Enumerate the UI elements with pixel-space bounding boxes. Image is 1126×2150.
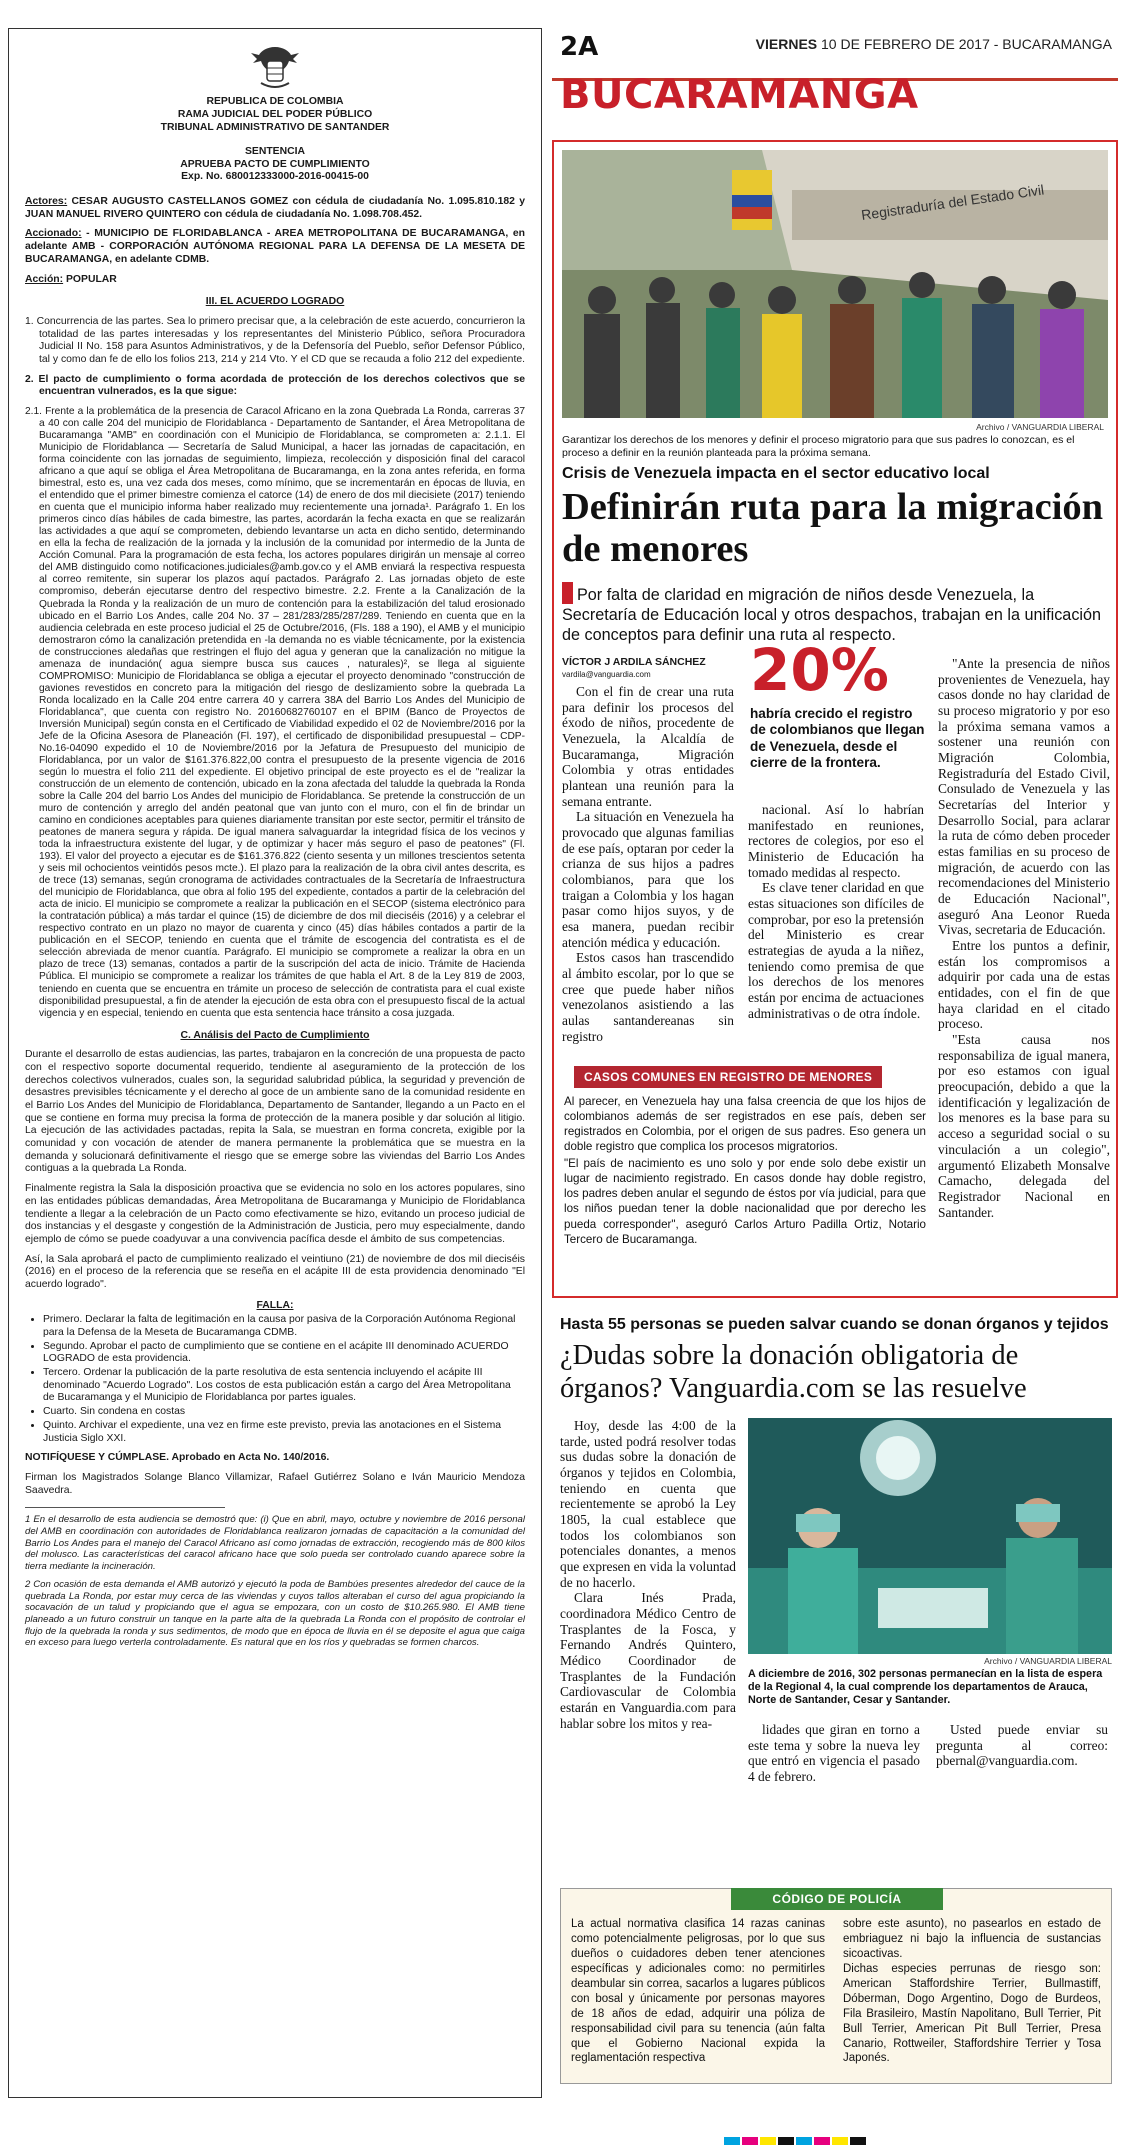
dateline-date: 10 DE FEBRERO DE 2017 - BUCARAMANGA (821, 36, 1112, 52)
footnote-2: 2 Con ocasión de esta demanda el AMB autorizó y ejecutó la poda de Bambúes presentes alrededor del cauce de la quebrada La Ronda, por estar muy cerca de las viviendas y cuyos tallos alteraban el curso del agua propiciando la socavación de un talud y propiciando que el agua se empozara, con un costo de $10.265.980. El AMB tiene planeado a un futuro construir un tanque en la parte alta de la quebrada La Ronda con el propósito de controlar el flujo de la quebrada la ronda y sus sedimentos, de modo que en época de lluvia en él se deposite el agua que caiga en exceso para luego verterla controladamente. Es natural que en los ríos y quebradas se formen charcos. (25, 1578, 525, 1649)
analisis-paragraph-2: Finalmente registra la Sala la disposición proactiva que se evidencia no solo en los actores populares, sino en las entidades públicas demandadas, Área Metropolitana de Bucaramanga y Municipio de Floridablanca tendiente a llegar a la celebración de un Pacto como efectivamente se hizo, evitando un proceso judicial de dos instancias y el desgaste y congestión de la Administración de Justicia, pero muy especialmente, dando ejemplo de cómo se puede coadyuvar a una convivencia pacífica desde el ámbito de sus competencias. (25, 1183, 525, 1245)
photo1-credit: Archivo / VANGUARDIA LIBERAL (976, 422, 1104, 432)
section-analisis-heading: C. Análisis del Pacto de Cumplimiento (180, 1029, 370, 1041)
section-acuerdo-heading: III. EL ACUERDO LOGRADO (205, 296, 345, 308)
byline: VÍCTOR J ARDILA SÁNCHEZ (562, 656, 706, 668)
col2-paragraph: nacional. Así lo habrían manifestado en reuniones, rectores de colegios, por eso el Ministerio de Educación ha tomado medidas al respecto. (748, 802, 924, 880)
magenta-swatch (814, 2137, 830, 2145)
header-line-tribunal: TRIBUNAL ADMINISTRATIVO DE SANTANDER (160, 122, 390, 133)
paragraph-2: 2. El pacto de cumplimiento o forma acordada de protección de los derechos colectivos que se encuentran vulnerados, es la que sigue: (25, 373, 525, 398)
col1-paragraph: Estos casos han trascendido al ámbito escolar, por lo que se cree que puede haber niños venezolanos asistiendo a las aulas santandereanas sin registro (562, 950, 734, 1044)
organ-column-2 (748, 1722, 920, 1785)
analisis-paragraph-1: Durante el desarrollo de estas audiencias, las partes, trabajaron en la concreción de una propuesta de pacto con el respectivo soporte documental requerido, tendiente al aseguramiento de la protección de los derechos colectivos vulnerados, cuales son, la seguridad salubridad pública, la seguridad y prevención de desastres previsibles técnicamente y el derecho al goce de un ambiente sano de la comunidad residente en el Barrio Los Andes del Municipio de Floridablanca, Departamento de Santander, llegando a un Pacto en el que se contiene en forma muy precisa la forma de protección de la manera posible y dar solución al litigio. La ejecución de las actividades pactadas, repita la Sala, se muestran en forma concreta, exigible por la comunidad y con vocación de atender de manera permanente la problemática que se muestra en la demanda y solucionará definitivamente el riesgo que se emerge sobre las viviendas del Barrio Los Andes contiguas a la quebrada La Ronda. (25, 1049, 525, 1175)
actores-label: Actores: (25, 196, 68, 208)
organ-paragraph: Hoy, desde las 4:00 de la tarde, usted podrá resolver todas sus dudas sobre la donación de órganos y tejidos en Colombia, teniendo en cuenta que recientemente se aprobó la Ley 1805, la cual establece que todos los colombianos son potenciales donantes, a menos que expresen en vida la voluntad de no hacerlo. (560, 1418, 736, 1590)
firman-line: Firman los Magistrados Solange Blanco Villamizar, Rafael Gutiérrez Solano e Iván Mauricio Mendoza Saavedra. (25, 1471, 525, 1496)
print-color-bar (724, 2132, 868, 2140)
cyan-swatch (796, 2137, 812, 2145)
accion-text: POPULAR (66, 273, 117, 285)
dateline-day: VIERNES (755, 36, 818, 52)
footnote-1: 1 En el desarrollo de esta audiencia se demostró que: (i) Que en abril, mayo, octubre y noviembre de 2016 personal del AMB en coordinación con autoridades de Floridablanca realizaron jornadas de capacitación a la comunidad del Barrio Los Andes para el manejo del Caracol Africano así como jornadas de extracción, recogiendo más de 800 kilos del molusco. Las características del caracol africano hace que solo pueda ser controlado cuando aparece sobre la tierra mediante la incineración. (25, 1514, 525, 1573)
footnote-divider (25, 1507, 225, 1508)
codigo-policia-box (560, 1888, 1112, 2084)
col3-paragraph: "Esta causa nos responsabiliza de igual manera, por eso estamos con igual preocupación, debido a que la identificación y legalización de los menores es la base para su acceso a seguridad social o su vinculación a un colegio", argumentó Elizabeth Monsalve Camacho, delegada del Registrador Nacional en Santander. (938, 1032, 1110, 1220)
pull-quote-number: 20% (750, 636, 889, 704)
falla-item: • Primero. Declarar la falta de legitimación en la causa por pasiva de la Corporación Autónoma Regional para la Defensa de la Meseta de Bucaramanga CDMB. (43, 1314, 525, 1339)
actores-text: CESAR AUGUSTO CASTELLANOS GOMEZ con cédula de ciudadanía No. 1.095.810.182 y JUAN MANUEL RIVERO QUINTERO con cédula de ciudadanía No. 1.098.708.452. (25, 196, 526, 220)
section-name: BUCARAMANGA (560, 72, 919, 118)
dateline (756, 36, 1112, 52)
accionado-label: Accionado: (25, 228, 82, 240)
photo2-caption: A diciembre de 2016, 302 personas permanecían en la lista de espera de la Regional 4, la cual comprende los departamentos de Arauca, Norte de Santander, Cesar y Santander. (748, 1668, 1103, 1706)
yellow-swatch (832, 2137, 848, 2145)
header-line-rama: RAMA JUDICIAL DEL PODER PÚBLICO (177, 109, 373, 120)
migration-photo (562, 150, 1108, 418)
actores-block (25, 196, 525, 221)
organ-paragraph: Usted puede enviar su pregunta al correo: pbernal@vanguardia.com. (936, 1722, 1108, 1769)
analisis-paragraph-3: Así, la Sala aprobará el pacto de cumplimiento realizado el veintiuno (21) de noviembre de dos mil dieciséis (2016) en el proceso de la referencia que se reseña en el acápite III de esta providencia denominado "El acuerdo logrado". (25, 1253, 525, 1290)
paragraph-2-1: 2.1. Frente a la problemática de la presencia de Caracol Africano en la zona Quebrada La Ronda, carreras 37 a 40 con calle 204 del municipio de Floridablanca - Departamento de Santander, el Área Metropolitana de Bucaramanga "AMB" en coordinación con el Municipio de Floridablanca, se comprometen a: 2.1.1. El Municipio de Floridablanca — Secretaría de Salud Municipal, a hacer las jornadas de capacitación, en forma coincidente con las jornadas de seguimiento, limpieza, recolección y disposición final del caracol africano a que aquí se obliga el Área Metropolitana de Bucaramanga, en la zona antes referida, en forma bimestral, esto es, una vez cada dos meses, como mínimo, que se incrementarán en épocas de lluvia, en el entendido que el primer bimestre comienza el catorce (14) de enero de dos mil diecisiete (2017) teniendo en cuenta que el municipio informa haber realizado muy recientemente una jornada¹. Parágrafo 1. En los primeros cinco días hábiles de cada bimestre, las partes, acordarán la fecha exacta en que se realizarán las actividades a que aquí se comprometen, debiendo levantarse un acta en dicho sentido, determinando en ella la fecha de realización de la jornada y la inclusión de la comunidad por intermedio de la Junta de Acción Comunal. Para la programación de esta fecha, los actores populares dirigirán un mensaje al correo del AMB distinguido como notificaciones.judiciales@amb.gov.co y el AMB enviará la respectiva respuesta al correo remitente, sin superar los plazos aquí pactados. Parágrafo 2. Las jornadas objeto de este compromiso, deberán ejecutarse dentro del respectivo bimestre. 2.2. Frente a la Canalización de la Quebrada la Ronda y la realización de un muro de contención para la estabilización del talud erosionado ubicado en el Barrio Los Andes, calle 204 No. 37 – 281/283/285/287/289. Teniendo en cuenta que en la audiencia celebrada en este proceso judicial el 25 de Octubre/2016, (Fls. 188 a 190), el AMB y el municipio demostraron cómo la canalización pretendida en -la demanda no es viable técnicamente, por la existencia de construcciones aledañas que restringen el flujo del agua y generan que la canalización no mitigue la amenaza de inundación( agua siempre busca sus cauces , naturales)², se llega al siguiente COMPROMISO: Municipio de Floridablanca se obliga a ejecutar el proyecto denominado "construcción de gaviones revestidos en concreto para la mitigación del riesgo de deslizamiento sobre la quebrada La Ronda localizado en la Calle 204 entre carrera 40 y carrera 38A del Barrio Los Andes del Municipio de Floridablanca", que cuenta con registro No. 20160682760107 en el BPIM (Banco de Proyectos de Inversión Municipal) según consta en el Certificado de Viabilidad expedido el 02 de Noviembre/2016 por la Jefe de la Oficina Asesora de Planeación (Fl. 197), el certificado de disponibilidad presupuestal – CDP- No.16-04090 expedido el 10 de Noviembre/2016 por la Jefatura de Presupuesto del municipio de Floridablanca, por un valor de $161.376.822,00 contra el presupuesto de la presente vigencia de 2016 según lo muestra el folio 211 del expediente. El objetivo principal de este proyecto es el de "realizar la construcción de un elemento de contención, ubicado en la zona afectada del taludde la quebrada la Ronda sobre la Calle 204 del barrio Los Andes del municipio de Floridablanca. Se pretende la construcción de un muro de contención y arreglo del andén peatonal que van junto con el muro, con el fin de brindar un camino en condiciones aceptables para quienes diariamente transitan por este sector, permitir el tránsito de peatones de manera segura y rápida. De igual manera salvaguardar la integridad física de los vecinos y toda la infraestructura existente del lugar, y de optimizar y hacer más seguro el paso de peatones" (Fl. 193). El valor del proyecto a ejecutar es de $161.376.822 (ciento sesenta y un millones trescientos setenta y seis mil ochocientos veintidós pesos mcte.). El plazo para la realización de la obra civil antes descrita, es de trece (13) semanas, según cronograma de actividades contractuales de la Secretaría de Infraestructura del municipio de Floridablanca, que obra al folio 195 del expediente, contados a partir de la celebración del acta de inicio. El municipio se compromete a realizar la publicación en el SECOP (sistema electrónico para la contratación pública) a más tardar el quince (15) de diciembre de dos mil dieciséis (2016) y a celebrar el respectivo contrato en un plazo no mayor de cuarenta y cinco (45) días hábiles contados a partir de la publicación en el SECOP, teniendo en cuenta que el trámite de escogencia del contratista es el de selección abreviada de menor cuantía. Parágrafo. El municipio se compromete a realizar la obra en un plazo de trece (13) semanas, contados a partir de la suscripción del acta de inicio. Trámite de Hacienda Pública. El municipio se compromete a realizar los trámites de que habla el Art. 8 de la Ley 819 de 2003, teniendo en cuenta que se encuentra en trámite un proceso de selección de contratista para el cual existe disponibilidad presupuestal, a fin de atender la ejecución de esta obra con el presupuesto fiscal de la actual vigencia y en especial, teniendo en cuenta que esta sentencia hace tránsito a cosa juzgada. (25, 406, 525, 1019)
falla-item: • Segundo. Aprobar el pacto de cumplimiento que se contiene en el acápite III denominado ACUERDO LOGRADO de esta providencia. (43, 1341, 525, 1366)
organ-kicker: Hasta 55 personas se pueden salvar cuando se donan órganos y tejidos (560, 1316, 1109, 1333)
accionado-text: - MUNICIPIO DE FLORIDABLANCA - AREA METROPOLITANA DE BUCARAMANGA, en adelante AMB - CORPORACIÓN AUTÓNOMA REGIONAL PARA LA DEFENSA DE LA MESETA DE BUCARAMANGA, en adelante CDMB. (25, 228, 526, 265)
col3-paragraph: "Ante la presencia de niños provenientes de Venezuela, hay casos donde no hay claridad de su proceso migratorio y por eso la próxima semana vamos a sostener una reunión con Migración Colombia, Registraduría del Estado Civil, Consulado de Venezuela y las Secretarías del Interior y Desarrollo Social, para aclarar la ruta de cómo deben proceder estas familias en su proceso de migración, de acuerdo con las recomendaciones del Ministerio de Educación Nacional", aseguró Ana Leonor Rueda Vivas, secretaria de Educación. (938, 656, 1110, 938)
magenta-swatch (742, 2137, 758, 2145)
expediente-number: Exp. No. 680012333000-2016-00415-00 (181, 171, 369, 183)
newspaper-page (552, 28, 1118, 2098)
yellow-swatch (760, 2137, 776, 2145)
paragraph-1: 1. Concurrencia de las partes. Sea lo primero precisar que, a la celebración de este acuerdo, concurrieron la totalidad de las partes interesadas y los representantes del Ministerio Público, señora Procuradora Judicial II No. 158 para Asuntos Administrativos, y de la Defensoría del Pueblo, señor Defensor Público, tal y como dan fe de ello los folios 213, 214 y 214 Vto. Y el CD que se recauda a folio 212 del expediente. (25, 315, 525, 365)
photo1-caption: Garantizar los derechos de los menores y definir el proceso migratorio para que sus padres lo conozcan, es el proceso a definir en la reunión planteada para la próxima semana. (562, 434, 1075, 459)
organ-column-1 (560, 1418, 736, 1731)
article-column-1 (562, 684, 734, 1044)
aprueba-title: APRUEBA PACTO DE CUMPLIMIENTO (180, 158, 370, 170)
photo2-credit: Archivo / VANGUARDIA LIBERAL (984, 1656, 1112, 1666)
accionado-block (25, 228, 525, 266)
notice-header (25, 95, 525, 134)
black-swatch (850, 2137, 866, 2145)
organ-paragraph: Clara Inés Prada, coordinadora Médico Centro de Trasplantes de la Fosca, y Fernando Andrés Quintero, Médico Coordinador de Trasplantes de la Fundación Cardiovascular de Colombia estarán en Vanguardia.com para hablar sobre los mitos y rea- (560, 1590, 736, 1731)
col1-paragraph: La situación en Venezuela ha provocado que algunas familias de ese país, optaran por ceder la crianza de sus hijos a padres colombianos, para que los traigan a Colombia y los hagan pasar como hijos suyos, y de esa manera, puedan recibir atención médica y educación. (562, 809, 734, 950)
header-line-republic: REPUBLICA DE COLOMBIA (206, 96, 344, 107)
deck-marker (562, 582, 573, 604)
accion-label: Acción: (25, 273, 64, 285)
cyan-swatch (724, 2137, 740, 2145)
colombia-crest-icon (247, 43, 303, 93)
page-number: 2A (560, 32, 599, 62)
pull-quote-text: habría crecido el registro de colombianos que llegan de Venezuela, desde el cierre de la frontera. (750, 706, 925, 770)
surgery-photo (748, 1418, 1112, 1654)
sidebar-paragraph: Al parecer, en Venezuela hay una falsa creencia de que los hijos de colombianos además de ser registrados en ese país, deben ser registrados en Colombia, por el origen de sus padres. Eso genera un doble registro que complica los procesos migratorios. (564, 1095, 926, 1154)
falla-item: • Quinto. Archivar el expediente, una vez en firme este previsto, previa las anotaciones en el Sistema Justicia Siglo XXI. (43, 1420, 525, 1445)
byline-email: vardila@vanguardia.com (562, 670, 651, 679)
sentencia-title: SENTENCIA (244, 146, 306, 157)
svg-text:Registraduría del Estado Civil: Registraduría del Estado Civil (860, 181, 1046, 223)
sidebar-paragraph: "El país de nacimiento es uno solo y por ende solo debe existir un lugar de nacimiento registrado. En casos donde hay doble registro, los padres deben anular el segundo de éstos por vía judicial, para que los niños puedan tener la doble nacionalidad que por derecho les pueda corresponder", aseguró Carlos Arturo Padilla Ortiz, Notario Tercero de Bucaramanga. (564, 1157, 926, 1246)
article-column-3 (938, 656, 1110, 1220)
codigo-column-1: La actual normativa clasifica 14 razas caninas como potencialmente peligrosas, por lo que sus dueños o cuidadores deben tener atenciones específicas y adicionales como: no permitirles deambular sin correa, sacarlos a lugares públicos con bosal y únicamente por personas mayores de 18 años de edad, adquirir una póliza de responsabilidad civil para su tenencia (aún falta que el Gobierno Nacional expida la reglamentación respectiva (571, 1918, 825, 2065)
falla-heading: FALLA: (256, 1299, 294, 1311)
deck-text: Por falta de claridad en migración de niños desde Venezuela, la Secretaría de Educación local y otros despachos, trabajan en la unificación de conceptos para definir una ruta al respecto. (562, 586, 1102, 644)
codigo-title: CÓDIGO DE POLICÍA (731, 1888, 943, 1910)
legal-notice (8, 28, 542, 2098)
black-swatch (778, 2137, 794, 2145)
article-kicker: Crisis de Venezuela impacta en el sector educativo local (562, 465, 990, 482)
falla-list (43, 1314, 525, 1445)
col1-paragraph: Con el fin de crear una ruta para definir los procesos del éxodo de niños, procedente de Venezuela, la Alcaldía de Bucaramanga, Migración Colombia y otras entidades plantean una reunión para la semana entrante. (562, 684, 734, 809)
sidebar-body (564, 1094, 926, 1249)
accion-block (25, 274, 525, 287)
falla-item: • Cuarto. Sin condena en costas (43, 1406, 525, 1419)
col3-paragraph: Entre los puntos a definir, están los compromisos a adquirir por cada una de estas entidades, con el fin de que haya claridad en el citado proceso. (938, 938, 1110, 1032)
col2-paragraph: Es clave tener claridad en que estas situaciones son difíciles de comprobar, por eso la pretensión del Ministerio es crear estrategias de ayuda a la niñez, teniendo como premisa de que los derechos de los menores están por encima de actuaciones administrativas o de otra índole. (748, 880, 924, 1021)
organ-headline: ¿Dudas sobre la donación obligatoria de órganos? Vanguardia.com se las resuelve (560, 1340, 1027, 1404)
highlighted-article-box (552, 140, 1118, 1298)
codigo-column-2: sobre este asunto), no pasearlos en estado de embriaguez ni bajo la influencia de sustancias sicoactivas. Dichas especies perrunas de riesgo son: American Staffordshire Terrier, Bullmastiff, Dóberman, Dogo Argentino, Dogo de Burdeos, Fila Brasileiro, Mastín Napolitano, Bull Terrier, Pit Bull Terrier, American Pit Bull Terrier, Presa Canario, Rottweiler, Staffordshire Terrier y Tosa Japonés. (843, 1918, 1101, 2065)
organ-column-3 (936, 1722, 1108, 1769)
sidebar-title: CASOS COMUNES EN REGISTRO DE MENORES (574, 1066, 882, 1088)
article-headline: Definirán ruta para la migración de menores (562, 486, 1104, 571)
article-column-2 (748, 802, 924, 1021)
falla-item: • Tercero. Ordenar la publicación de la parte resolutiva de esta sentencia incluyendo el acápite III denominado "Acuerdo Logrado". Los costos de esta publicación están a cargo del Área Metropolitana de Bucaramanga y el Municipio de Floridablanca por partes iguales. (43, 1367, 525, 1405)
notifiquese-line: NOTIFÍQUESE Y CÚMPLASE. Aprobado en Acta No. 140/2016. (25, 1452, 330, 1464)
organ-paragraph: lidades que giran en torno a este tema y sobre la nueva ley que entró en vigencia el pasado 4 de febrero. (748, 1722, 920, 1785)
